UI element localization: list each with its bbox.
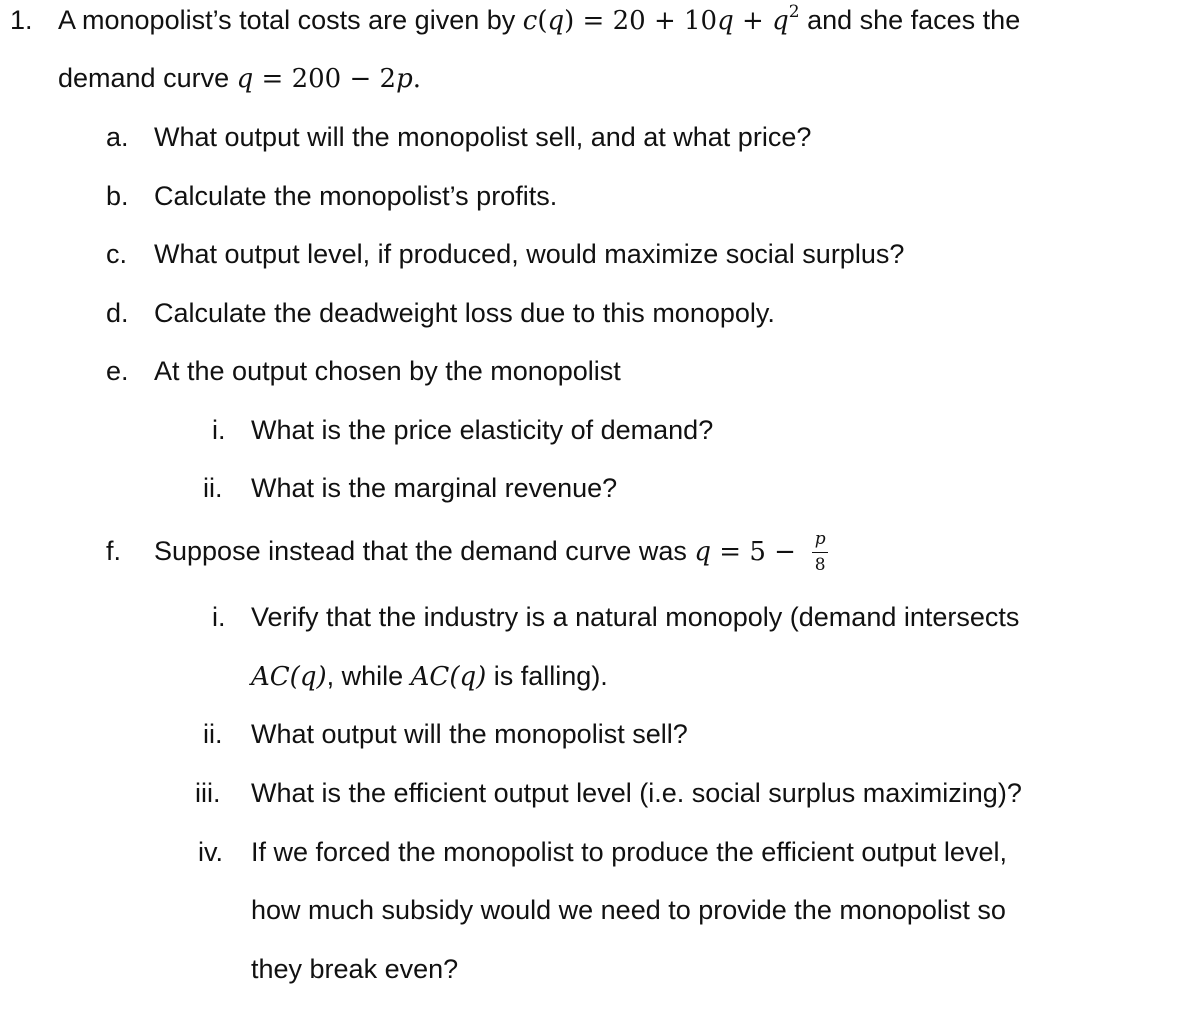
part-f-marker: f. [106,536,122,566]
part-f-iv-marker: iv. [198,837,223,867]
part-f-eq-rhs: = 5 − [711,537,805,567]
ac-label-1: AC [251,662,290,692]
part-c-text: What output level, if produced, would maximize social surplus? [154,239,905,269]
question-intro-line-2 [58,62,421,95]
fraction-bar [812,552,828,553]
part-b-marker: b. [106,181,129,211]
part-d-text: Calculate the deadweight loss due to this monopoly. [154,298,775,328]
part-f-iii-marker: iii. [195,778,221,808]
cost-function-q2: q [772,6,789,36]
demand-p: p [396,64,413,94]
part-d-marker: d. [106,298,129,328]
ac-end-text: is falling). [486,661,608,691]
part-f-i-line-1: Verify that the industry is a natural monopoly (demand intersects [251,602,1020,632]
part-e-ii-text: What is the marginal revenue? [251,473,618,503]
part-b-text: Calculate the monopolist’s profits. [154,181,558,211]
fraction-denominator: 8 [814,554,826,575]
line2-text: demand curve [58,63,237,93]
cost-function-exponent: 2 [788,2,800,22]
intro-text-2: and she faces the [799,5,1021,35]
demand-q: q [236,64,254,94]
part-f-iv-line-2: how much subsidy would we need to provide the monopolist so [251,895,1006,925]
part-a-marker: a. [106,122,129,152]
part-f-text [154,527,830,577]
part-a-text: What output will the monopolist sell, and at what price? [154,122,812,152]
demand-end: . [412,64,421,94]
part-e-marker: e. [106,356,129,386]
part-e-i-marker: i. [212,415,226,445]
part-e-i-text: What is the price elasticity of demand? [251,415,714,445]
part-c-marker: c. [106,239,128,269]
cost-function-plus: + [733,6,773,36]
cost-function-rhs: = 20 + 10 [582,6,718,36]
fraction-numerator: p [814,528,826,549]
ac-mid-text: , while [326,661,411,691]
part-f-fraction [810,529,830,577]
part-f-iv-line-3: they break even? [251,954,459,984]
part-e-text: At the output chosen by the monopolist [154,356,621,386]
cost-function-name: c [522,6,538,36]
part-f-iv-line-1: If we forced the monopolist to produce the efficient output level, [251,837,1007,867]
part-f-iii-text: What is the efficient output level (i.e. social surplus maximizing)? [251,778,1022,808]
cost-function-arg: q [547,6,565,36]
ac-arg-1: (q) [289,662,327,692]
ac-arg-2: (q) [449,662,487,692]
ac-label-2: AC [410,662,450,692]
question-number: 1. [10,5,33,35]
part-f-ii-text: What output will the monopolist sell? [251,719,688,749]
intro-text-1: A monopolist’s total costs are given by [58,5,523,35]
cost-function-q: q [717,6,734,36]
demand-rhs: = 200 − 2 [253,64,397,94]
part-e-ii-marker: ii. [203,473,223,503]
part-f-i-marker: i. [212,602,226,632]
part-f-lead: Suppose instead that the demand curve was [154,536,695,566]
question-intro-line-1: A monopolist’s total costs are given by $c(q) = 20 + 10q + q^2$ and she faces the [58,2,1021,36]
part-f-ii-marker: ii. [203,719,223,749]
part-f-eq-q: q [694,537,711,567]
part-f-i-line-2 [251,660,608,693]
